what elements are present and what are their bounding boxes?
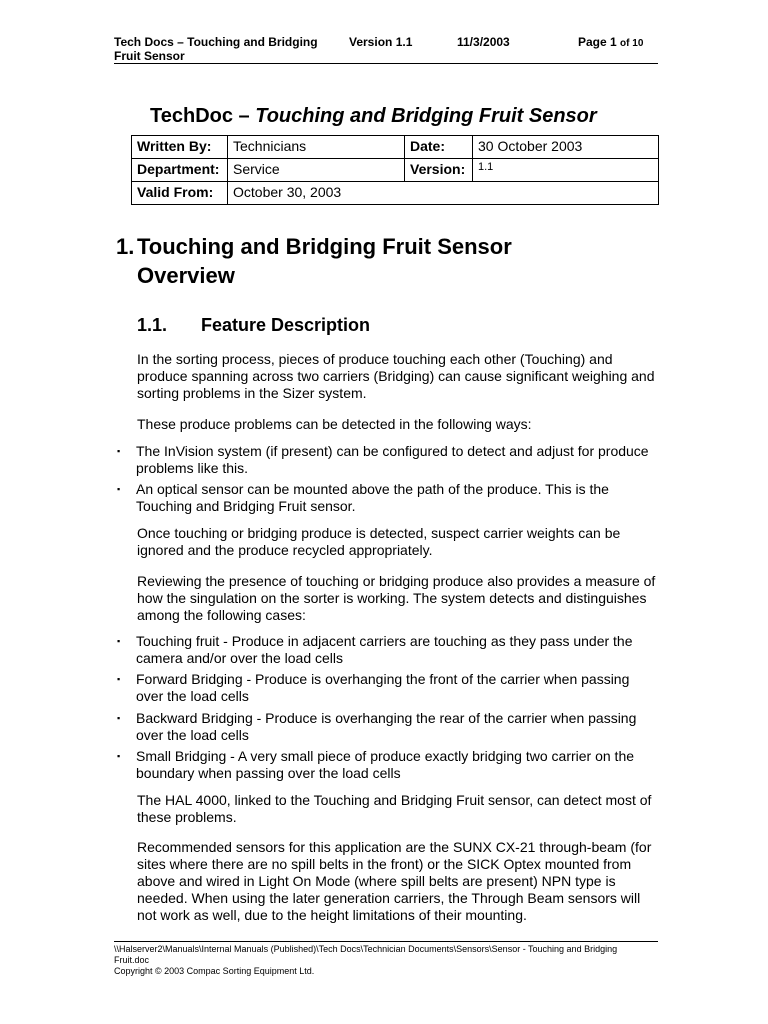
bullet-icon: ▪	[117, 446, 121, 456]
page-title: TechDoc – Touching and Bridging Fruit Sensor	[150, 105, 597, 127]
footer-copyright: Copyright © 2003 Compac Sorting Equipment Ltd.	[114, 966, 315, 976]
list-item: ▪ Small Bridging - A very small piece of produce exactly bridging two carrier on the boundary when passing over the load cells	[117, 748, 635, 781]
footer-file-path: \\Halserver2\Manuals\Internal Manuals (Published)\Tech Docs\Technician Documents\Sensors\Sensor - Touching and Bridging	[114, 944, 618, 954]
bullet-icon: ▪	[117, 674, 121, 684]
paragraph: Recommended sensors for this application are the SUNX CX-21 through-beam (for sites where there are no spill belts in the front) or the SICK Optex mounted from above and wired in Light On Mode (where spill belts are present) NPN type is needed. When using the later generation carriers, the Through Beam sensors will not work as well, due to the height limitations of their mounting.	[137, 839, 652, 923]
document-info-table	[131, 135, 659, 205]
list-item: ▪ Backward Bridging - Produce is overhanging the rear of the carrier when passing over the load cells	[117, 710, 637, 743]
paragraph: In the sorting process, pieces of produce touching each other (Touching) and produce spanning across two carriers (Bridging) can cause significant weighing and sorting problems in the Sizer system.	[137, 351, 655, 401]
header-doc-title: Tech Docs – Touching and Bridging Fruit Sensor	[114, 35, 318, 63]
footer: \\Halserver2\Manuals\Internal Manuals (Published)\Tech Docs\Technician Documents\Sensors\Sensor - Touching and Bridging Fruit.doc Copyright © 2003 Compac Sorting Equipment Ltd.	[114, 944, 674, 977]
list-item: ▪ The InVision system (if present) can be configured to detect and adjust for produce problems like this.	[117, 443, 649, 476]
bullet-icon: ▪	[117, 636, 121, 646]
valid-from-label: Valid From:	[132, 182, 228, 205]
list-item: ▪ Touching fruit - Produce in adjacent carriers are touching as they pass under the camera and/or over the load cells	[117, 633, 633, 666]
header-rule	[114, 63, 658, 64]
header-version: Version 1.1	[349, 35, 413, 49]
valid-from-value: October 30, 2003	[228, 182, 659, 205]
table-row	[132, 136, 659, 159]
bullet-icon: ▪	[117, 484, 121, 494]
bullet-icon: ▪	[117, 751, 121, 761]
written-by-label: Written By:	[132, 136, 228, 159]
version-label: Version:	[405, 159, 473, 182]
paragraph: These produce problems can be detected in the following ways:	[137, 416, 532, 432]
department-label: Department:	[132, 159, 228, 182]
paragraph: The HAL 4000, linked to the Touching and Bridging Fruit sensor, can detect most of these problems.	[137, 792, 652, 825]
written-by-value: Technicians	[228, 136, 405, 159]
paragraph: Once touching or bridging produce is detected, suspect carrier weights can be ignored and the produce recycled appropriately.	[137, 525, 621, 558]
section-heading-1-1: 1.1. Feature Description	[137, 315, 371, 335]
header-date: 11/3/2003	[457, 35, 510, 49]
table-row	[132, 182, 659, 205]
list-item: ▪ Forward Bridging - Produce is overhanging the front of the carrier when passing over the load cells	[117, 671, 630, 704]
date-value: 30 October 2003	[473, 136, 659, 159]
bullet-icon: ▪	[117, 713, 121, 723]
section-heading-1: 1. Touching and Bridging Fruit Sensor Overview	[116, 234, 512, 288]
section-number: 1.1.	[137, 315, 168, 335]
table-row	[132, 159, 659, 182]
section-number: 1.	[116, 234, 135, 259]
list-item: ▪ An optical sensor can be mounted above the path of the produce. This is the Touching and Bridging Fruit sensor.	[117, 481, 609, 514]
date-label: Date:	[405, 136, 473, 159]
version-value: 1.1	[473, 159, 659, 182]
paragraph: Reviewing the presence of touching or bridging produce also provides a measure of how the singulation on the sorter is working. The system detects and distinguishes among the following cases:	[137, 573, 656, 623]
department-value: Service	[228, 159, 405, 182]
header-page-number: Page 1 of 10	[578, 35, 644, 49]
footer-rule	[114, 941, 658, 942]
